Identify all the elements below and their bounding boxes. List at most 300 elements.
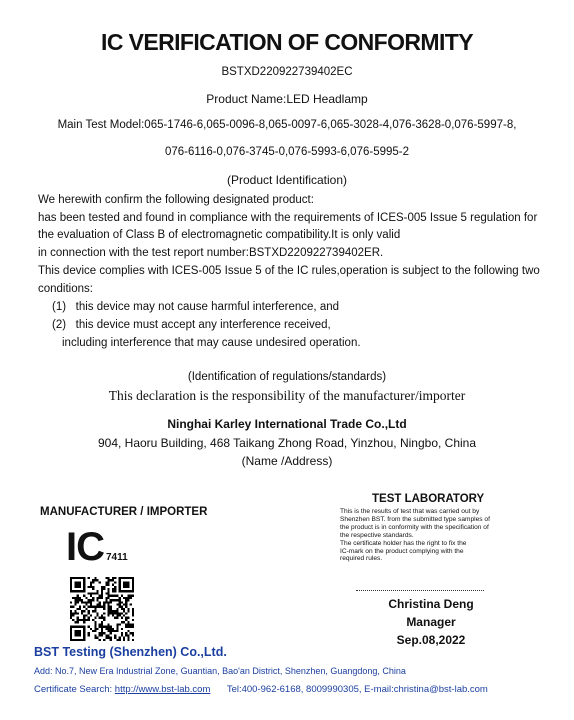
qr-module bbox=[99, 617, 101, 619]
qr-module bbox=[90, 586, 92, 588]
qr-module bbox=[112, 628, 114, 630]
qr-module bbox=[101, 632, 103, 634]
qr-module bbox=[119, 639, 121, 641]
qr-module bbox=[74, 590, 76, 592]
qr-module bbox=[72, 619, 74, 621]
qr-module bbox=[74, 630, 76, 632]
qr-module bbox=[88, 586, 90, 588]
qr-module bbox=[92, 597, 94, 599]
qr-module bbox=[94, 579, 96, 581]
qr-module bbox=[114, 577, 116, 579]
bst-address: Add: No.7, New Era Industrial Zone, Guantian, Bao'an District, Shenzhen, Guangdong, China bbox=[34, 666, 406, 676]
qr-module bbox=[125, 584, 127, 586]
qr-module bbox=[108, 577, 110, 579]
qr-module bbox=[108, 592, 110, 594]
qr-module bbox=[79, 599, 81, 601]
qr-module bbox=[74, 626, 76, 628]
qr-module bbox=[114, 599, 116, 601]
qr-module bbox=[101, 588, 103, 590]
qr-module bbox=[74, 584, 76, 586]
qr-module bbox=[70, 632, 72, 634]
qr-module bbox=[74, 632, 76, 634]
qr-module bbox=[83, 632, 85, 634]
qr-module bbox=[70, 617, 72, 619]
qr-module bbox=[123, 597, 125, 599]
qr-module bbox=[127, 584, 129, 586]
qr-module bbox=[72, 639, 74, 641]
qr-module bbox=[92, 599, 94, 601]
qr-module bbox=[116, 639, 118, 641]
qr-module bbox=[108, 590, 110, 592]
qr-module bbox=[132, 632, 134, 634]
qr-module bbox=[127, 608, 129, 610]
qr-module bbox=[101, 628, 103, 630]
qr-module bbox=[116, 595, 118, 597]
qr-module bbox=[77, 626, 79, 628]
qr-module bbox=[108, 595, 110, 597]
qr-module bbox=[94, 610, 96, 612]
qr-module bbox=[114, 617, 116, 619]
qr-module bbox=[132, 577, 134, 579]
qr-module bbox=[125, 619, 127, 621]
qr-module bbox=[96, 590, 98, 592]
product-identification-label: (Product Identification) bbox=[226, 173, 348, 187]
qr-module bbox=[94, 606, 96, 608]
qr-module bbox=[74, 610, 76, 612]
qr-module bbox=[83, 606, 85, 608]
qr-module bbox=[119, 586, 121, 588]
qr-module bbox=[96, 579, 98, 581]
qr-module bbox=[74, 581, 76, 583]
qr-module bbox=[74, 577, 76, 579]
qr-module bbox=[108, 581, 110, 583]
qr-module bbox=[125, 603, 127, 605]
qr-module bbox=[77, 599, 79, 601]
qr-module bbox=[103, 639, 105, 641]
qr-module bbox=[110, 595, 112, 597]
qr-module bbox=[94, 577, 96, 579]
qr-module bbox=[81, 599, 83, 601]
qr-module bbox=[101, 634, 103, 636]
lab-statement-line: the product is in conformity with the specification of bbox=[340, 523, 489, 531]
qr-module bbox=[103, 632, 105, 634]
qr-module bbox=[83, 637, 85, 639]
qr-module bbox=[132, 590, 134, 592]
qr-module bbox=[94, 626, 96, 628]
qr-module bbox=[83, 590, 85, 592]
qr-module bbox=[110, 601, 112, 603]
qr-module bbox=[108, 597, 110, 599]
qr-module bbox=[99, 639, 101, 641]
footer-contact bbox=[34, 684, 488, 695]
qr-module bbox=[123, 615, 125, 617]
body-text-line: This device complies with ICES-005 Issue 5 of the IC rules,operation is subject to the following two bbox=[38, 265, 540, 277]
qr-module bbox=[119, 623, 121, 625]
qr-module bbox=[116, 630, 118, 632]
qr-module bbox=[92, 586, 94, 588]
condition-continuation: including interference that may cause undesired operation. bbox=[62, 337, 361, 349]
qr-module bbox=[92, 579, 94, 581]
qr-module bbox=[130, 597, 132, 599]
qr-module bbox=[83, 621, 85, 623]
qr-module bbox=[119, 588, 121, 590]
qr-module bbox=[83, 619, 85, 621]
qr-module bbox=[83, 586, 85, 588]
qr-module bbox=[116, 612, 118, 614]
qr-module bbox=[77, 584, 79, 586]
qr-module bbox=[132, 595, 134, 597]
qr-module bbox=[101, 621, 103, 623]
qr-module bbox=[108, 634, 110, 636]
qr-module bbox=[77, 612, 79, 614]
qr-module bbox=[83, 579, 85, 581]
qr-module bbox=[79, 619, 81, 621]
qr-module bbox=[101, 595, 103, 597]
qr-module bbox=[81, 639, 83, 641]
qr-module bbox=[96, 606, 98, 608]
qr-module bbox=[105, 599, 107, 601]
qr-module bbox=[103, 603, 105, 605]
qr-module bbox=[99, 634, 101, 636]
qr-module bbox=[119, 615, 121, 617]
qr-module bbox=[127, 626, 129, 628]
qr-module bbox=[79, 597, 81, 599]
qr-module bbox=[81, 601, 83, 603]
qr-module bbox=[119, 579, 121, 581]
qr-module bbox=[79, 586, 81, 588]
qr-module bbox=[125, 632, 127, 634]
qr-module bbox=[108, 601, 110, 603]
qr-module bbox=[79, 608, 81, 610]
qr-module bbox=[132, 579, 134, 581]
qr-module bbox=[70, 628, 72, 630]
qr-module bbox=[123, 577, 125, 579]
qr-module bbox=[77, 621, 79, 623]
qr-module bbox=[116, 617, 118, 619]
qr-module bbox=[85, 615, 87, 617]
qr-module bbox=[72, 612, 74, 614]
qr-module bbox=[90, 606, 92, 608]
qr-module bbox=[72, 626, 74, 628]
qr-module bbox=[101, 630, 103, 632]
qr-module bbox=[125, 623, 127, 625]
qr-module bbox=[81, 590, 83, 592]
qr-module bbox=[70, 579, 72, 581]
qr-module bbox=[108, 610, 110, 612]
qr-module bbox=[79, 584, 81, 586]
qr-module bbox=[119, 597, 121, 599]
qr-module bbox=[130, 623, 132, 625]
qr-module bbox=[88, 632, 90, 634]
qr-module bbox=[77, 601, 79, 603]
qr-module bbox=[127, 630, 129, 632]
qr-module bbox=[90, 615, 92, 617]
bst-website-link[interactable]: http://www.bst-lab.com bbox=[114, 684, 211, 695]
name-address-label: (Name /Address) bbox=[241, 454, 333, 468]
body-text-line: in connection with the test report number:BSTXD220922739402ER. bbox=[38, 247, 384, 259]
qr-module bbox=[90, 601, 92, 603]
qr-module bbox=[101, 592, 103, 594]
qr-module bbox=[99, 632, 101, 634]
main-test-model-line-1: Main Test Model:065-1746-6,065-0096-8,065-0097-6,065-3028-4,076-3628-0,076-5997-8, bbox=[57, 119, 517, 131]
qr-module bbox=[132, 581, 134, 583]
qr-module bbox=[99, 595, 101, 597]
qr-module bbox=[83, 628, 85, 630]
qr-module bbox=[123, 590, 125, 592]
qr-module bbox=[101, 617, 103, 619]
qr-module bbox=[127, 597, 129, 599]
qr-module bbox=[125, 586, 127, 588]
qr-module bbox=[85, 608, 87, 610]
qr-module bbox=[110, 579, 112, 581]
qr-module bbox=[94, 634, 96, 636]
qr-module bbox=[121, 612, 123, 614]
qr-module bbox=[70, 581, 72, 583]
qr-module bbox=[114, 610, 116, 612]
bst-contact-info: Tel:400-962-6168, 8009990305, E-mail:christina@bst-lab.com bbox=[226, 684, 488, 695]
product-name: Product Name:LED Headlamp bbox=[206, 92, 368, 106]
qr-module bbox=[127, 610, 129, 612]
qr-module bbox=[101, 626, 103, 628]
qr-module bbox=[108, 588, 110, 590]
qr-module bbox=[101, 590, 103, 592]
qr-module bbox=[116, 603, 118, 605]
signature-line bbox=[356, 590, 484, 591]
qr-module bbox=[77, 630, 79, 632]
qr-module bbox=[70, 637, 72, 639]
qr-module bbox=[105, 626, 107, 628]
qr-module bbox=[77, 590, 79, 592]
qr-module bbox=[132, 608, 134, 610]
qr-module bbox=[130, 603, 132, 605]
qr-module bbox=[90, 595, 92, 597]
qr-module bbox=[108, 579, 110, 581]
qr-module bbox=[108, 603, 110, 605]
qr-module bbox=[119, 603, 121, 605]
qr-module bbox=[119, 606, 121, 608]
lab-statement-line: required rules. bbox=[340, 555, 383, 563]
qr-module bbox=[90, 603, 92, 605]
qr-module bbox=[90, 592, 92, 594]
qr-module bbox=[114, 590, 116, 592]
qr-module bbox=[103, 606, 105, 608]
qr-module bbox=[125, 626, 127, 628]
qr-module bbox=[77, 577, 79, 579]
qr-module bbox=[79, 606, 81, 608]
qr-module bbox=[112, 630, 114, 632]
qr-module bbox=[112, 588, 114, 590]
qr-module bbox=[83, 634, 85, 636]
qr-module bbox=[121, 632, 123, 634]
test-laboratory-statement bbox=[340, 508, 522, 563]
lab-statement-line: IC-mark on the product complying with the bbox=[340, 547, 464, 555]
qr-module bbox=[92, 592, 94, 594]
qr-module bbox=[121, 595, 123, 597]
qr-module bbox=[83, 588, 85, 590]
qr-module bbox=[83, 601, 85, 603]
qr-module bbox=[119, 581, 121, 583]
qr-module bbox=[83, 630, 85, 632]
qr-module bbox=[110, 628, 112, 630]
qr-module bbox=[103, 619, 105, 621]
qr-module bbox=[88, 634, 90, 636]
qr-module bbox=[114, 612, 116, 614]
qr-module bbox=[123, 637, 125, 639]
signer-name: Christina Deng bbox=[388, 597, 474, 611]
qr-module bbox=[114, 586, 116, 588]
lab-statement-line: Shenzhen BST. from the submitted type samples of bbox=[340, 515, 490, 523]
qr-module bbox=[125, 597, 127, 599]
qr-module bbox=[77, 619, 79, 621]
qr-module bbox=[70, 586, 72, 588]
qr-module bbox=[81, 610, 83, 612]
qr-module bbox=[90, 628, 92, 630]
qr-module bbox=[132, 634, 134, 636]
qr-module bbox=[121, 634, 123, 636]
qr-module bbox=[110, 612, 112, 614]
qr-module bbox=[123, 621, 125, 623]
qr-module bbox=[116, 608, 118, 610]
qr-module bbox=[74, 601, 76, 603]
qr-module bbox=[132, 639, 134, 641]
qr-module bbox=[116, 599, 118, 601]
qr-module bbox=[127, 621, 129, 623]
qr-module bbox=[108, 623, 110, 625]
qr-module bbox=[74, 621, 76, 623]
qr-module bbox=[108, 608, 110, 610]
qr-module bbox=[108, 615, 110, 617]
qr-module bbox=[132, 615, 134, 617]
qr-module bbox=[94, 628, 96, 630]
qr-module bbox=[77, 581, 79, 583]
qr-module bbox=[90, 599, 92, 601]
qr-module bbox=[125, 606, 127, 608]
qr-module bbox=[125, 577, 127, 579]
qr-module bbox=[101, 623, 103, 625]
qr-module bbox=[96, 603, 98, 605]
condition-1: (1) this device may not cause harmful interference, and bbox=[52, 301, 340, 313]
qr-module bbox=[79, 632, 81, 634]
qr-module bbox=[83, 639, 85, 641]
qr-module bbox=[110, 632, 112, 634]
qr-module bbox=[74, 634, 76, 636]
qr-module bbox=[88, 612, 90, 614]
qr-module bbox=[70, 588, 72, 590]
qr-module bbox=[83, 610, 85, 612]
qr-module bbox=[70, 612, 72, 614]
lab-statement-line: the respective standards. bbox=[340, 531, 414, 539]
qr-module bbox=[114, 595, 116, 597]
qr-module bbox=[108, 612, 110, 614]
qr-module bbox=[123, 608, 125, 610]
qr-module bbox=[112, 584, 114, 586]
qr-module bbox=[125, 581, 127, 583]
qr-module bbox=[105, 637, 107, 639]
qr-module bbox=[130, 595, 132, 597]
qr-module bbox=[88, 610, 90, 612]
qr-module bbox=[114, 637, 116, 639]
company-name: Ninghai Karley International Trade Co.,Ltd bbox=[167, 417, 407, 431]
qr-module bbox=[88, 626, 90, 628]
qr-module bbox=[94, 623, 96, 625]
qr-module bbox=[70, 630, 72, 632]
qr-module bbox=[127, 599, 129, 601]
qr-module bbox=[121, 608, 123, 610]
qr-module bbox=[88, 599, 90, 601]
qr-module bbox=[127, 634, 129, 636]
qr-module bbox=[119, 612, 121, 614]
qr-module bbox=[88, 601, 90, 603]
qr-module bbox=[72, 597, 74, 599]
body-text-line: the evaluation of Class B of electromagnetic compatibility.It is only valid bbox=[38, 229, 401, 241]
qr-module bbox=[127, 623, 129, 625]
qr-module bbox=[123, 639, 125, 641]
qr-module bbox=[112, 579, 114, 581]
qr-module bbox=[92, 606, 94, 608]
qr-module bbox=[127, 581, 129, 583]
qr-module bbox=[88, 619, 90, 621]
qr-module bbox=[74, 612, 76, 614]
main-test-model-line-2: 076-6116-0,076-3745-0,076-5993-6,076-5995-2 bbox=[164, 146, 410, 158]
qr-module bbox=[123, 603, 125, 605]
qr-module bbox=[105, 628, 107, 630]
qr-module bbox=[94, 608, 96, 610]
qr-module bbox=[96, 612, 98, 614]
qr-module bbox=[96, 592, 98, 594]
qr-module bbox=[83, 595, 85, 597]
company-address: 904, Haoru Building, 468 Taikang Zhong Road, Yinzhou, Ningbo, China bbox=[97, 436, 477, 450]
qr-module bbox=[121, 606, 123, 608]
qr-module bbox=[121, 617, 123, 619]
qr-module bbox=[92, 610, 94, 612]
qr-module bbox=[83, 626, 85, 628]
certificate-title: IC VERIFICATION OF CONFORMITY bbox=[101, 29, 473, 55]
qr-module bbox=[77, 608, 79, 610]
qr-module bbox=[119, 599, 121, 601]
qr-module bbox=[74, 599, 76, 601]
signer-title: Manager bbox=[406, 615, 456, 629]
qr-module bbox=[77, 597, 79, 599]
qr-module bbox=[132, 623, 134, 625]
qr-module bbox=[103, 588, 105, 590]
qr-module bbox=[121, 577, 123, 579]
qr-module bbox=[132, 626, 134, 628]
qr-module bbox=[114, 588, 116, 590]
qr-module bbox=[94, 592, 96, 594]
qr-module bbox=[130, 577, 132, 579]
qr-module bbox=[125, 590, 127, 592]
qr-module bbox=[101, 597, 103, 599]
declaration-statement: This declaration is the responsibility of the manufacturer/importer bbox=[108, 388, 466, 403]
qr-module bbox=[92, 588, 94, 590]
qr-module bbox=[79, 581, 81, 583]
qr-module bbox=[79, 590, 81, 592]
qr-module bbox=[123, 584, 125, 586]
qr-module bbox=[121, 621, 123, 623]
qr-module bbox=[127, 617, 129, 619]
qr-module bbox=[101, 615, 103, 617]
qr-module bbox=[83, 584, 85, 586]
qr-module bbox=[119, 577, 121, 579]
qr-module bbox=[70, 606, 72, 608]
qr-module bbox=[110, 626, 112, 628]
qr-module bbox=[108, 606, 110, 608]
qr-module bbox=[99, 626, 101, 628]
qr-module bbox=[105, 597, 107, 599]
qr-module bbox=[119, 637, 121, 639]
qr-module bbox=[77, 586, 79, 588]
qr-module bbox=[110, 599, 112, 601]
